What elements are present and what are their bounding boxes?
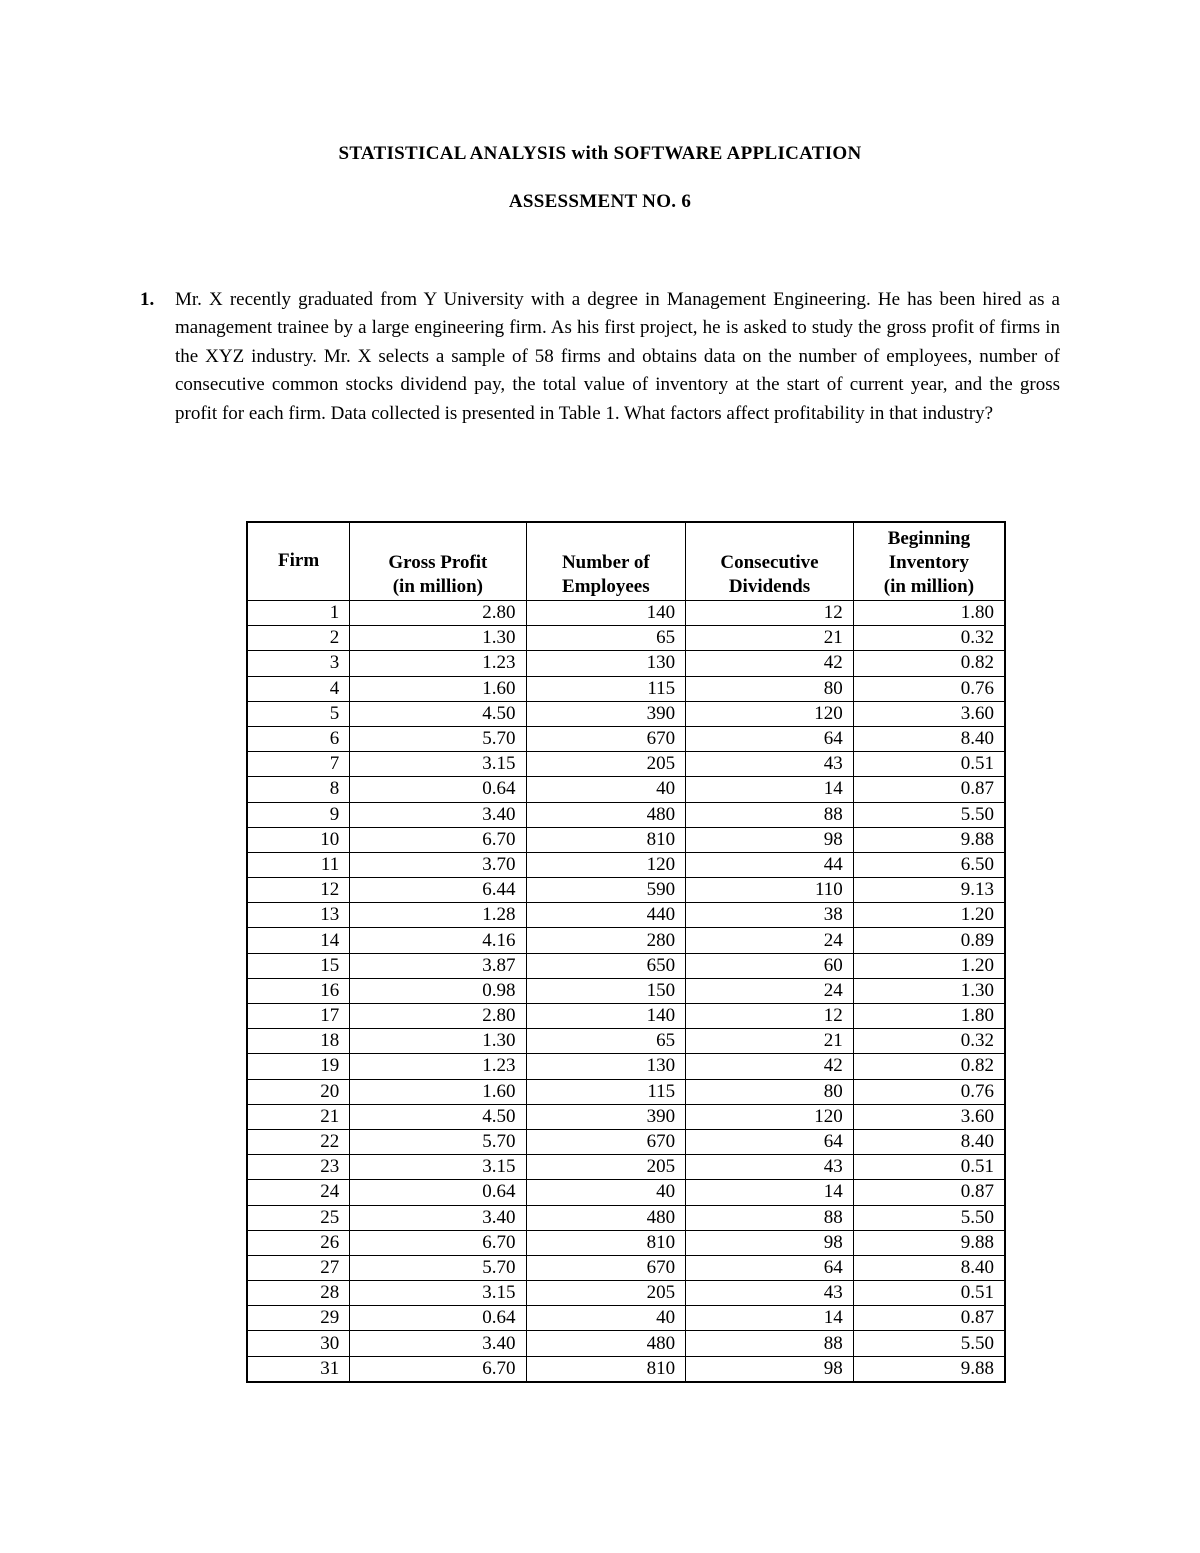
table-row <box>247 676 1005 701</box>
column-header-line: Firm <box>278 550 320 571</box>
table-row <box>247 1004 1005 1029</box>
table-cell-beginning-inventory: 0.89 <box>853 928 1005 953</box>
table-row <box>247 1205 1005 1230</box>
table-cell-firm: 6 <box>247 726 350 751</box>
table-cell-number-of-employees: 40 <box>526 1306 686 1331</box>
table-cell-number-of-employees: 205 <box>526 1281 686 1306</box>
table-cell-beginning-inventory: 8.40 <box>853 1129 1005 1154</box>
table-row <box>247 752 1005 777</box>
table-row <box>247 1129 1005 1154</box>
table-row <box>247 852 1005 877</box>
table-cell-beginning-inventory: 1.20 <box>853 953 1005 978</box>
table-cell-gross-profit: 3.87 <box>350 953 526 978</box>
table-row <box>247 626 1005 651</box>
table-cell-firm: 31 <box>247 1356 350 1382</box>
document-title: STATISTICAL ANALYSIS with SOFTWARE APPLICATION <box>338 143 862 164</box>
table-row <box>247 651 1005 676</box>
table-cell-firm: 3 <box>247 651 350 676</box>
column-header-gross-profit <box>350 522 526 601</box>
table-cell-consecutive-dividends: 38 <box>686 903 854 928</box>
table-cell-gross-profit: 6.70 <box>350 827 526 852</box>
table-cell-beginning-inventory: 0.87 <box>853 1306 1005 1331</box>
table-body <box>247 601 1005 1382</box>
table-cell-beginning-inventory: 1.30 <box>853 978 1005 1003</box>
table-cell-consecutive-dividends: 43 <box>686 752 854 777</box>
column-header-line: Number of <box>561 552 650 573</box>
table-cell-firm: 1 <box>247 601 350 626</box>
table-cell-consecutive-dividends: 88 <box>686 802 854 827</box>
table-cell-consecutive-dividends: 98 <box>686 827 854 852</box>
table-row <box>247 1104 1005 1129</box>
table-cell-firm: 17 <box>247 1004 350 1029</box>
question-1 <box>140 286 1060 428</box>
table-row <box>247 777 1005 802</box>
table-cell-firm: 25 <box>247 1205 350 1230</box>
table-cell-firm: 19 <box>247 1054 350 1079</box>
table-row <box>247 903 1005 928</box>
table-cell-gross-profit: 0.64 <box>350 777 526 802</box>
table-cell-consecutive-dividends: 43 <box>686 1281 854 1306</box>
table-cell-consecutive-dividends: 43 <box>686 1155 854 1180</box>
table-row <box>247 953 1005 978</box>
table-row <box>247 1029 1005 1054</box>
table-row <box>247 726 1005 751</box>
table-cell-beginning-inventory: 1.20 <box>853 903 1005 928</box>
table-row <box>247 802 1005 827</box>
table-row <box>247 928 1005 953</box>
table-cell-beginning-inventory: 9.88 <box>853 827 1005 852</box>
table-cell-beginning-inventory: 0.32 <box>853 626 1005 651</box>
table-cell-firm: 24 <box>247 1180 350 1205</box>
table-cell-number-of-employees: 65 <box>526 626 686 651</box>
table-cell-consecutive-dividends: 44 <box>686 852 854 877</box>
table-cell-consecutive-dividends: 120 <box>686 701 854 726</box>
column-header-line: Employees <box>562 576 650 597</box>
table-cell-beginning-inventory: 1.80 <box>853 1004 1005 1029</box>
table-cell-number-of-employees: 390 <box>526 1104 686 1129</box>
table-cell-number-of-employees: 670 <box>526 1255 686 1280</box>
table-cell-number-of-employees: 205 <box>526 752 686 777</box>
column-header-number-of-employees <box>526 522 686 601</box>
table-cell-number-of-employees: 810 <box>526 827 686 852</box>
table-cell-number-of-employees: 115 <box>526 676 686 701</box>
table-cell-gross-profit: 2.80 <box>350 1004 526 1029</box>
table-cell-gross-profit: 1.60 <box>350 676 526 701</box>
table-cell-gross-profit: 0.64 <box>350 1180 526 1205</box>
table-cell-gross-profit: 3.40 <box>350 1205 526 1230</box>
table-cell-number-of-employees: 670 <box>526 1129 686 1154</box>
table-cell-firm: 18 <box>247 1029 350 1054</box>
table-cell-number-of-employees: 150 <box>526 978 686 1003</box>
table-row <box>247 1079 1005 1104</box>
table-cell-beginning-inventory: 8.40 <box>853 726 1005 751</box>
table-cell-consecutive-dividends: 64 <box>686 726 854 751</box>
column-header-line: (in million) <box>392 576 483 597</box>
table-cell-gross-profit: 1.28 <box>350 903 526 928</box>
table-cell-consecutive-dividends: 14 <box>686 777 854 802</box>
table-cell-gross-profit: 4.50 <box>350 1104 526 1129</box>
table-cell-gross-profit: 5.70 <box>350 1129 526 1154</box>
column-header-line: Gross Profit <box>388 552 488 573</box>
table-cell-number-of-employees: 140 <box>526 601 686 626</box>
table-cell-gross-profit: 1.30 <box>350 1029 526 1054</box>
table-cell-gross-profit: 6.70 <box>350 1356 526 1382</box>
table-cell-gross-profit: 3.40 <box>350 1331 526 1356</box>
table-cell-gross-profit: 5.70 <box>350 1255 526 1280</box>
table-cell-gross-profit: 3.15 <box>350 1155 526 1180</box>
table-cell-consecutive-dividends: 88 <box>686 1205 854 1230</box>
table-row <box>247 827 1005 852</box>
question-text: Mr. X recently graduated from Y University with a degree in Management Engineering. He has been hired as a management trainee by a large engineering firm. As his first project, he is asked to study the gross profit of firms in the XYZ industry. Mr. X selects a sample of 58 firms and obtains data on the number of employees, number of consecutive common stocks dividend pay, the total value of inventory at the start of current year, and the gross profit for each firm. Data collected is presented in Table 1. What factors affect profitability in that industry? <box>175 289 1060 424</box>
table-cell-firm: 30 <box>247 1331 350 1356</box>
table-cell-number-of-employees: 810 <box>526 1356 686 1382</box>
table-cell-consecutive-dividends: 64 <box>686 1255 854 1280</box>
table-cell-consecutive-dividends: 12 <box>686 1004 854 1029</box>
table-cell-gross-profit: 1.23 <box>350 651 526 676</box>
table-cell-beginning-inventory: 5.50 <box>853 1331 1005 1356</box>
table-cell-number-of-employees: 205 <box>526 1155 686 1180</box>
table-cell-consecutive-dividends: 98 <box>686 1230 854 1255</box>
table-cell-gross-profit: 3.70 <box>350 852 526 877</box>
table-cell-beginning-inventory: 0.87 <box>853 1180 1005 1205</box>
table-cell-firm: 5 <box>247 701 350 726</box>
column-header-beginning-inventory <box>853 522 1005 601</box>
table-cell-beginning-inventory: 9.13 <box>853 878 1005 903</box>
table-row <box>247 1155 1005 1180</box>
table-cell-gross-profit: 1.30 <box>350 626 526 651</box>
table-cell-consecutive-dividends: 42 <box>686 1054 854 1079</box>
table-row <box>247 1054 1005 1079</box>
table-cell-beginning-inventory: 8.40 <box>853 1255 1005 1280</box>
column-header-line: Consecutive <box>720 552 819 573</box>
column-header-firm <box>247 522 350 601</box>
column-header-line: Dividends <box>728 576 811 597</box>
table-cell-beginning-inventory: 1.80 <box>853 601 1005 626</box>
table-row <box>247 878 1005 903</box>
table-cell-number-of-employees: 670 <box>526 726 686 751</box>
table-cell-consecutive-dividends: 24 <box>686 928 854 953</box>
table-cell-firm: 16 <box>247 978 350 1003</box>
table-cell-consecutive-dividends: 42 <box>686 651 854 676</box>
table-cell-firm: 15 <box>247 953 350 978</box>
table-row <box>247 1356 1005 1382</box>
table-cell-beginning-inventory: 9.88 <box>853 1356 1005 1382</box>
table-cell-firm: 10 <box>247 827 350 852</box>
table-cell-firm: 29 <box>247 1306 350 1331</box>
table-cell-beginning-inventory: 5.50 <box>853 802 1005 827</box>
table-cell-firm: 2 <box>247 626 350 651</box>
table-cell-consecutive-dividends: 14 <box>686 1306 854 1331</box>
table-cell-beginning-inventory: 9.88 <box>853 1230 1005 1255</box>
table-cell-firm: 4 <box>247 676 350 701</box>
table-cell-firm: 11 <box>247 852 350 877</box>
table-cell-number-of-employees: 280 <box>526 928 686 953</box>
table-cell-gross-profit: 5.70 <box>350 726 526 751</box>
table-cell-number-of-employees: 130 <box>526 1054 686 1079</box>
table-row <box>247 1331 1005 1356</box>
table-cell-firm: 22 <box>247 1129 350 1154</box>
table-cell-gross-profit: 1.23 <box>350 1054 526 1079</box>
table-cell-firm: 20 <box>247 1079 350 1104</box>
table-cell-firm: 7 <box>247 752 350 777</box>
table-row <box>247 1281 1005 1306</box>
table-cell-gross-profit: 6.44 <box>350 878 526 903</box>
table-cell-number-of-employees: 40 <box>526 1180 686 1205</box>
table-cell-number-of-employees: 40 <box>526 777 686 802</box>
table-cell-firm: 27 <box>247 1255 350 1280</box>
table-cell-firm: 28 <box>247 1281 350 1306</box>
table-cell-beginning-inventory: 0.76 <box>853 676 1005 701</box>
table-cell-beginning-inventory: 0.87 <box>853 777 1005 802</box>
table-cell-number-of-employees: 810 <box>526 1230 686 1255</box>
table-cell-consecutive-dividends: 80 <box>686 1079 854 1104</box>
table-cell-consecutive-dividends: 24 <box>686 978 854 1003</box>
table-cell-consecutive-dividends: 80 <box>686 676 854 701</box>
table-cell-beginning-inventory: 0.51 <box>853 752 1005 777</box>
table-cell-consecutive-dividends: 12 <box>686 601 854 626</box>
table-cell-consecutive-dividends: 21 <box>686 626 854 651</box>
table-cell-gross-profit: 2.80 <box>350 601 526 626</box>
table-cell-beginning-inventory: 0.82 <box>853 651 1005 676</box>
table-row <box>247 1230 1005 1255</box>
table-cell-gross-profit: 3.40 <box>350 802 526 827</box>
table-cell-gross-profit: 4.16 <box>350 928 526 953</box>
table-cell-consecutive-dividends: 64 <box>686 1129 854 1154</box>
table-cell-number-of-employees: 65 <box>526 1029 686 1054</box>
table-cell-number-of-employees: 120 <box>526 852 686 877</box>
table-cell-consecutive-dividends: 14 <box>686 1180 854 1205</box>
column-header-line: Beginning <box>887 528 971 549</box>
table-cell-number-of-employees: 650 <box>526 953 686 978</box>
table-cell-firm: 13 <box>247 903 350 928</box>
table-cell-consecutive-dividends: 60 <box>686 953 854 978</box>
table-cell-beginning-inventory: 5.50 <box>853 1205 1005 1230</box>
document-subtitle: ASSESSMENT NO. 6 <box>508 191 692 212</box>
table-cell-firm: 12 <box>247 878 350 903</box>
table-cell-number-of-employees: 480 <box>526 1331 686 1356</box>
table-cell-firm: 9 <box>247 802 350 827</box>
table-row <box>247 1255 1005 1280</box>
table-header-row <box>247 522 1005 601</box>
table-cell-gross-profit: 0.64 <box>350 1306 526 1331</box>
table-cell-number-of-employees: 130 <box>526 651 686 676</box>
table-cell-number-of-employees: 115 <box>526 1079 686 1104</box>
table-cell-number-of-employees: 440 <box>526 903 686 928</box>
table-cell-beginning-inventory: 0.32 <box>853 1029 1005 1054</box>
table-cell-number-of-employees: 140 <box>526 1004 686 1029</box>
table-cell-gross-profit: 3.15 <box>350 752 526 777</box>
table-cell-number-of-employees: 480 <box>526 1205 686 1230</box>
table-cell-gross-profit: 1.60 <box>350 1079 526 1104</box>
table-cell-consecutive-dividends: 21 <box>686 1029 854 1054</box>
table-cell-gross-profit: 4.50 <box>350 701 526 726</box>
table-cell-beginning-inventory: 0.82 <box>853 1054 1005 1079</box>
table-cell-number-of-employees: 590 <box>526 878 686 903</box>
table-cell-firm: 14 <box>247 928 350 953</box>
table-row <box>247 1180 1005 1205</box>
table-cell-gross-profit: 6.70 <box>350 1230 526 1255</box>
table-cell-consecutive-dividends: 98 <box>686 1356 854 1382</box>
column-header-line: (in million) <box>883 576 975 597</box>
table-cell-beginning-inventory: 0.51 <box>853 1155 1005 1180</box>
question-number: 1. <box>140 289 155 310</box>
table-cell-firm: 8 <box>247 777 350 802</box>
data-table <box>246 521 1006 1383</box>
table-cell-beginning-inventory: 6.50 <box>853 852 1005 877</box>
table-row <box>247 978 1005 1003</box>
table-cell-number-of-employees: 480 <box>526 802 686 827</box>
table-cell-firm: 23 <box>247 1155 350 1180</box>
column-header-line: Inventory <box>888 552 970 573</box>
table-cell-consecutive-dividends: 120 <box>686 1104 854 1129</box>
table-cell-firm: 21 <box>247 1104 350 1129</box>
table-cell-beginning-inventory: 3.60 <box>853 701 1005 726</box>
table-cell-consecutive-dividends: 110 <box>686 878 854 903</box>
table-row <box>247 1306 1005 1331</box>
table-cell-gross-profit: 0.98 <box>350 978 526 1003</box>
table-cell-gross-profit: 3.15 <box>350 1281 526 1306</box>
table-cell-consecutive-dividends: 88 <box>686 1331 854 1356</box>
table-row <box>247 601 1005 626</box>
table-row <box>247 701 1005 726</box>
table-cell-beginning-inventory: 3.60 <box>853 1104 1005 1129</box>
table-cell-beginning-inventory: 0.76 <box>853 1079 1005 1104</box>
table-cell-beginning-inventory: 0.51 <box>853 1281 1005 1306</box>
table-cell-number-of-employees: 390 <box>526 701 686 726</box>
column-header-consecutive-dividends <box>686 522 854 601</box>
table-cell-firm: 26 <box>247 1230 350 1255</box>
